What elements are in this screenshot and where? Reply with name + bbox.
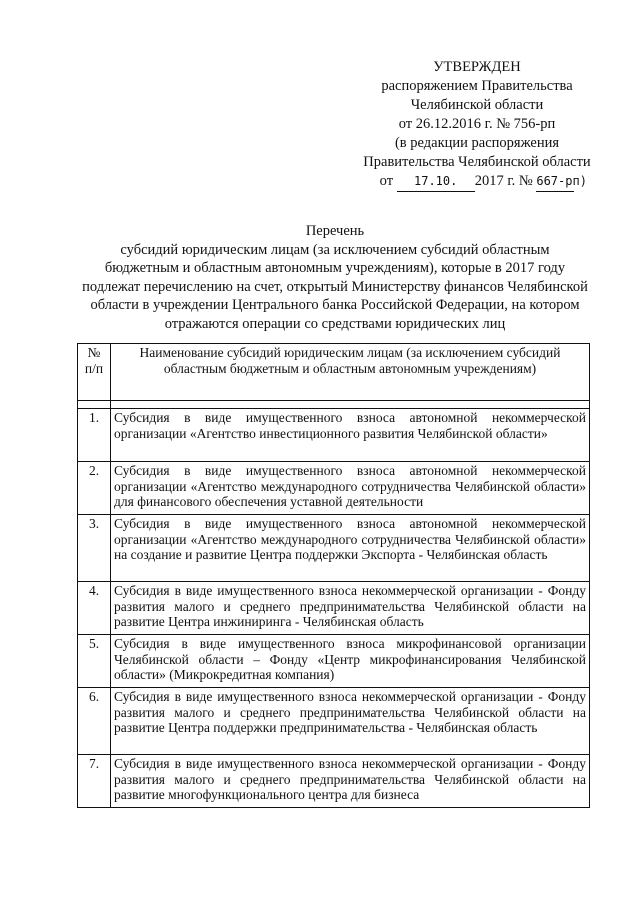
table-header-row [78,344,590,401]
row-number: 1. [78,409,111,462]
row-text: Субсидия в виде имущественного взноса автономной некоммерческой организации «Агентство инвестиционного развития Челябинской области» [111,409,590,462]
table-row [78,462,590,515]
approval-line: (в редакции распоряжения [394,135,560,151]
handwritten-date: 17.10. [397,172,475,192]
header-name: Наименование субсидий юридическим лицам (за исключением субсидий областным бюджетным и областным автономным учреждениям) [111,344,590,401]
row-number: 4. [78,582,111,635]
approval-line: Челябинской области [410,97,544,113]
handwritten-number: 667-рп) [536,172,574,192]
row-number: 5. [78,635,111,688]
table-row [78,755,590,808]
heading-line: бюджетным и областным автономным учреждениям), которые в 2017 году [104,260,566,277]
revision-year: 2017 г. № [474,173,533,189]
header-number: № п/п [78,344,111,401]
table-row [78,635,590,688]
revision-line [352,172,602,192]
row-number: 7. [78,755,111,808]
row-text: Субсидия в виде имущественного взноса некоммерческой организации - Фонду развития малого и среднего предпринимательства Челябинской области на развитие Центра поддержки предпринимательства - Челябинская область [111,688,590,755]
approval-title: УТВЕРЖДЕН [433,59,521,75]
row-number: 3. [78,515,111,582]
revision-prefix: от [379,173,394,189]
heading-line: отражаются операции со средствами юридических лиц [164,315,506,332]
heading-line: подлежат перечислению на счет, открытый Министерству финансов Челябинской [82,278,588,295]
row-text: Субсидия в виде имущественного взноса микрофинансовой организации Челябинской области – Фонду «Центр микрофинансирования Челябинской области» (Микрокредитная компания) [111,635,590,688]
row-text: Субсидия в виде имущественного взноса автономной некоммерческой организации «Агентство международного сотрудничества Челябинской области» на создание и развитие Центра поддержки Экспорта - Челябинская область [111,515,590,582]
document-heading [80,222,590,334]
row-number: 2. [78,462,111,515]
row-text: Субсидия в виде имущественного взноса автономной некоммерческой организации «Агентство международного сотрудничества Челябинской области» для финансового обеспечения уставной деятельности [111,462,590,515]
table-row [78,515,590,582]
heading-line: области в учреждении Центрального банка Российской Федерации, на котором [90,297,580,314]
approval-line: Правительства Челябинской области [363,154,591,170]
table-row [78,409,590,462]
row-text: Субсидия в виде имущественного взноса некоммерческой организации - Фонду развития малого и среднего предпринимательства Челябинской области на развитие многофункционального центра для бизнеса [111,755,590,808]
heading-title: Перечень [305,223,365,239]
row-text: Субсидия в виде имущественного взноса некоммерческой организации - Фонду развития малого и среднего предпринимательства Челябинской области на развитие Центра инжиниринга - Челябинская область [111,582,590,635]
approval-line: от 26.12.2016 г. № 756-рп [398,116,556,132]
table-row [78,582,590,635]
approval-line: распоряжением Правительства [381,78,573,94]
approval-block [352,58,602,192]
subsidies-table [77,343,590,808]
table-spacer-row [78,401,590,409]
table-row [78,688,590,755]
row-number: 6. [78,688,111,755]
heading-line: субсидий юридическим лицам (за исключением субсидий областным [120,241,550,258]
